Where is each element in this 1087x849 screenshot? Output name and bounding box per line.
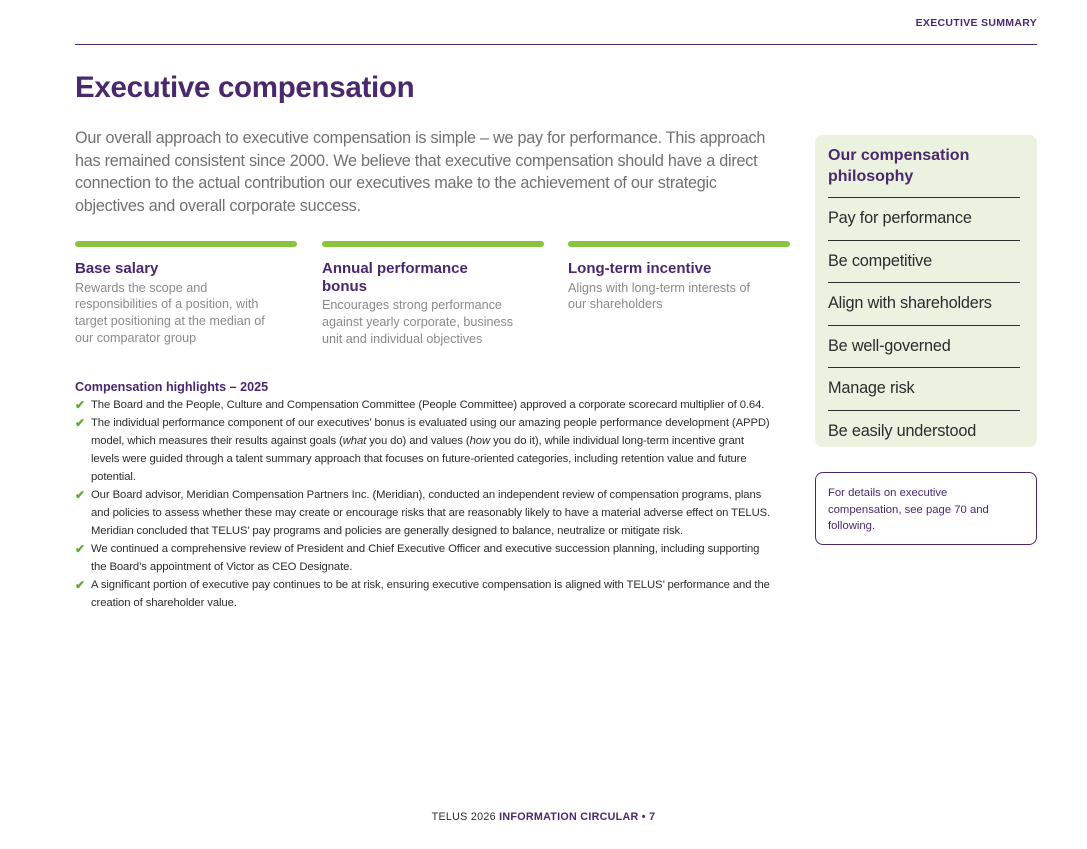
philosophy-list: [828, 198, 1020, 452]
page-footer: [0, 811, 1087, 823]
pillar-title: Base salary: [75, 260, 159, 277]
pillar-description: Rewards the scope and responsibilities of a position, with target positioning at the median of our comparator group: [75, 280, 265, 345]
philosophy-item: Manage risk: [828, 368, 1020, 411]
compensation-philosophy-panel: [815, 135, 1037, 447]
pillar-title: Long-term incentive: [568, 260, 712, 277]
philosophy-item: Be well-governed: [828, 326, 1020, 369]
pillar-description: Aligns with long-term interests of our shareholders: [568, 280, 750, 312]
list-item-text: A significant portion of executive pay continues to be at risk, ensuring executive compensation is aligned with TELUS’ performance and the creation of shareholder value.: [91, 579, 770, 609]
header-divider: [75, 44, 1037, 45]
page-title: Executive compensation: [75, 71, 415, 104]
highlights-heading: Compensation highlights – 2025: [75, 380, 269, 394]
footer-publication: INFORMATION CIRCULAR • 7: [499, 811, 656, 823]
pillar-accent-bar: [75, 241, 297, 247]
pillar-base-salary: [75, 241, 297, 347]
checkmark-icon: ✔: [75, 398, 85, 412]
list-item-text: Our Board advisor, Meridian Compensation Partners Inc. (Meridian), conducted an independent review of compensation programs, plans and policies to assess whether these may create or encourage risks that are reasonably likely to have a material adverse effect on TELUS. Meridian concluded that TELUS’ pay programs and policies are generally designed to balance, neutralize or mitigate risk.: [91, 489, 771, 537]
philosophy-item: Align with shareholders: [828, 283, 1020, 326]
section-label: EXECUTIVE SUMMARY: [915, 17, 1037, 29]
intro-paragraph: Our overall approach to executive compensation is simple – we pay for performance. This approach has remained consistent since 2000. We believe that executive compensation should have a direct connection to the actual contribution our executives make to the achievement of our strategic objectives and overall corporate success.: [75, 129, 766, 215]
list-item: [75, 576, 775, 612]
list-item-text: The individual performance component of our executives’ bonus is evaluated using our amazing people performance development (APPD) model, which measures their results against goals (what you do) and values (how you do it), while individual long-term incentive grant levels were guided through a talent summary approach that focuses on future-oriented categories, including retention value and future potential.: [91, 417, 770, 483]
list-item-text: We continued a comprehensive review of President and Chief Executive Officer and executive succession planning, including supporting the Board’s appointment of Victor as CEO Designate.: [91, 543, 760, 573]
philosophy-item: Be competitive: [828, 241, 1020, 284]
pillar-description: Encourages strong performance against yearly corporate, business unit and individual objectives: [322, 298, 514, 346]
checkmark-icon: ✔: [75, 488, 85, 502]
details-callout: For details on executive compensation, see page 70 and following.: [815, 472, 1037, 545]
philosophy-item: Be easily understood: [828, 421, 977, 440]
highlights-list: [75, 396, 775, 612]
compensation-pillars: [75, 241, 790, 361]
list-item: [75, 486, 775, 540]
pillar-title: Annual performance bonus: [322, 260, 468, 295]
list-item: [75, 540, 775, 576]
compensation-highlights: [75, 380, 775, 612]
checkmark-icon: ✔: [75, 542, 85, 556]
checkmark-icon: ✔: [75, 416, 85, 430]
list-item: [75, 414, 775, 486]
pillar-long-term-incentive: [568, 241, 790, 313]
list-item-text: The Board and the People, Culture and Compensation Committee (People Committee) approved a corporate scorecard multiplier of 0.64.: [91, 399, 765, 411]
pillar-accent-bar: [568, 241, 790, 247]
list-item: [75, 396, 775, 414]
pillar-annual-bonus: [322, 241, 544, 347]
pillar-accent-bar: [322, 241, 544, 247]
philosophy-item: Pay for performance: [828, 198, 1020, 241]
philosophy-heading: Our compensation philosophy: [828, 145, 1020, 198]
footer-prefix: TELUS 2026: [431, 811, 500, 823]
checkmark-icon: ✔: [75, 578, 85, 592]
